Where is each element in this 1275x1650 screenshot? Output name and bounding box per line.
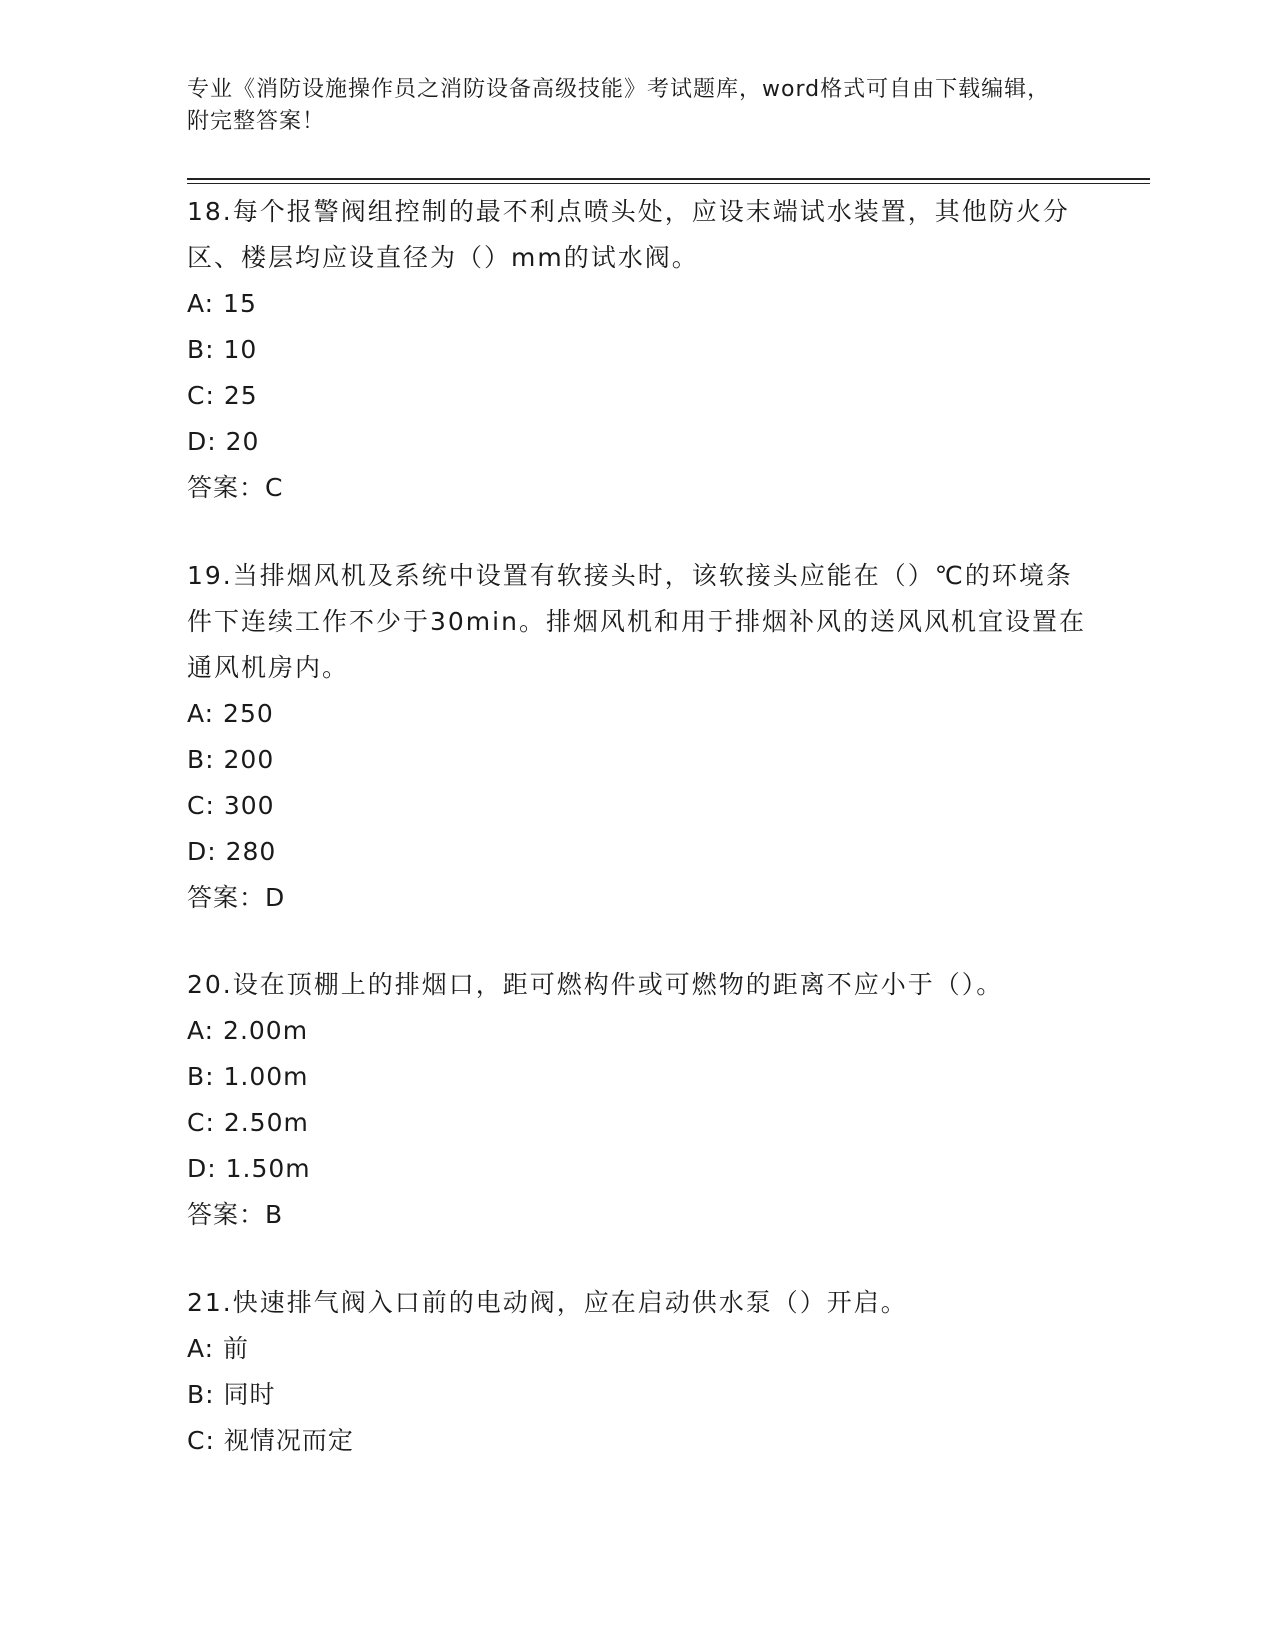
option-b: B: 10 <box>187 335 258 364</box>
option-c: C: 300 <box>187 791 275 820</box>
option-d: D: 1.50m <box>187 1154 311 1183</box>
option-a: A: 前 <box>187 1334 250 1363</box>
answer: 答案：C <box>187 473 284 502</box>
option-a: A: 2.00m <box>187 1016 309 1045</box>
option-b: B: 1.00m <box>187 1062 309 1091</box>
question-stem: 18.每个报警阀组控制的最不利点喷头处，应设末端试水装置，其他防火分区、楼层均应设直径为（）mm的试水阀。 <box>187 197 1070 272</box>
answer: 答案：B <box>187 1200 284 1229</box>
option-a: A: 15 <box>187 289 257 318</box>
question-18 <box>187 189 1087 511</box>
option-c: C: 2.50m <box>187 1108 309 1137</box>
option-b: B: 同时 <box>187 1380 276 1409</box>
question-stem: 21.快速排气阀入口前的电动阀，应在启动供水泵（）开启。 <box>187 1288 908 1317</box>
answer: 答案：D <box>187 883 286 912</box>
question-21 <box>187 1280 1087 1464</box>
option-a: A: 250 <box>187 699 274 728</box>
header-divider-thin <box>187 183 1150 184</box>
document-header: 专业《消防设施操作员之消防设备高级技能》考试题库，word格式可自由下载编辑，附完整答案！ <box>187 77 1051 134</box>
option-b: B: 200 <box>187 745 275 774</box>
question-stem: 19.当排烟风机及系统中设置有软接头时，该软接头应能在（）℃的环境条件下连续工作不少于30min。排烟风机和用于排烟补风的送风风机宜设置在通风机房内。 <box>187 561 1086 682</box>
option-c: C: 25 <box>187 381 258 410</box>
option-c: C: 视情况而定 <box>187 1426 354 1455</box>
question-19 <box>187 553 1087 921</box>
option-d: D: 280 <box>187 837 277 866</box>
question-20 <box>187 962 1087 1238</box>
question-stem: 20.设在顶棚上的排烟口，距可燃构件或可燃物的距离不应小于（）。 <box>187 970 1004 999</box>
option-d: D: 20 <box>187 427 260 456</box>
header-divider-thick <box>187 178 1150 180</box>
